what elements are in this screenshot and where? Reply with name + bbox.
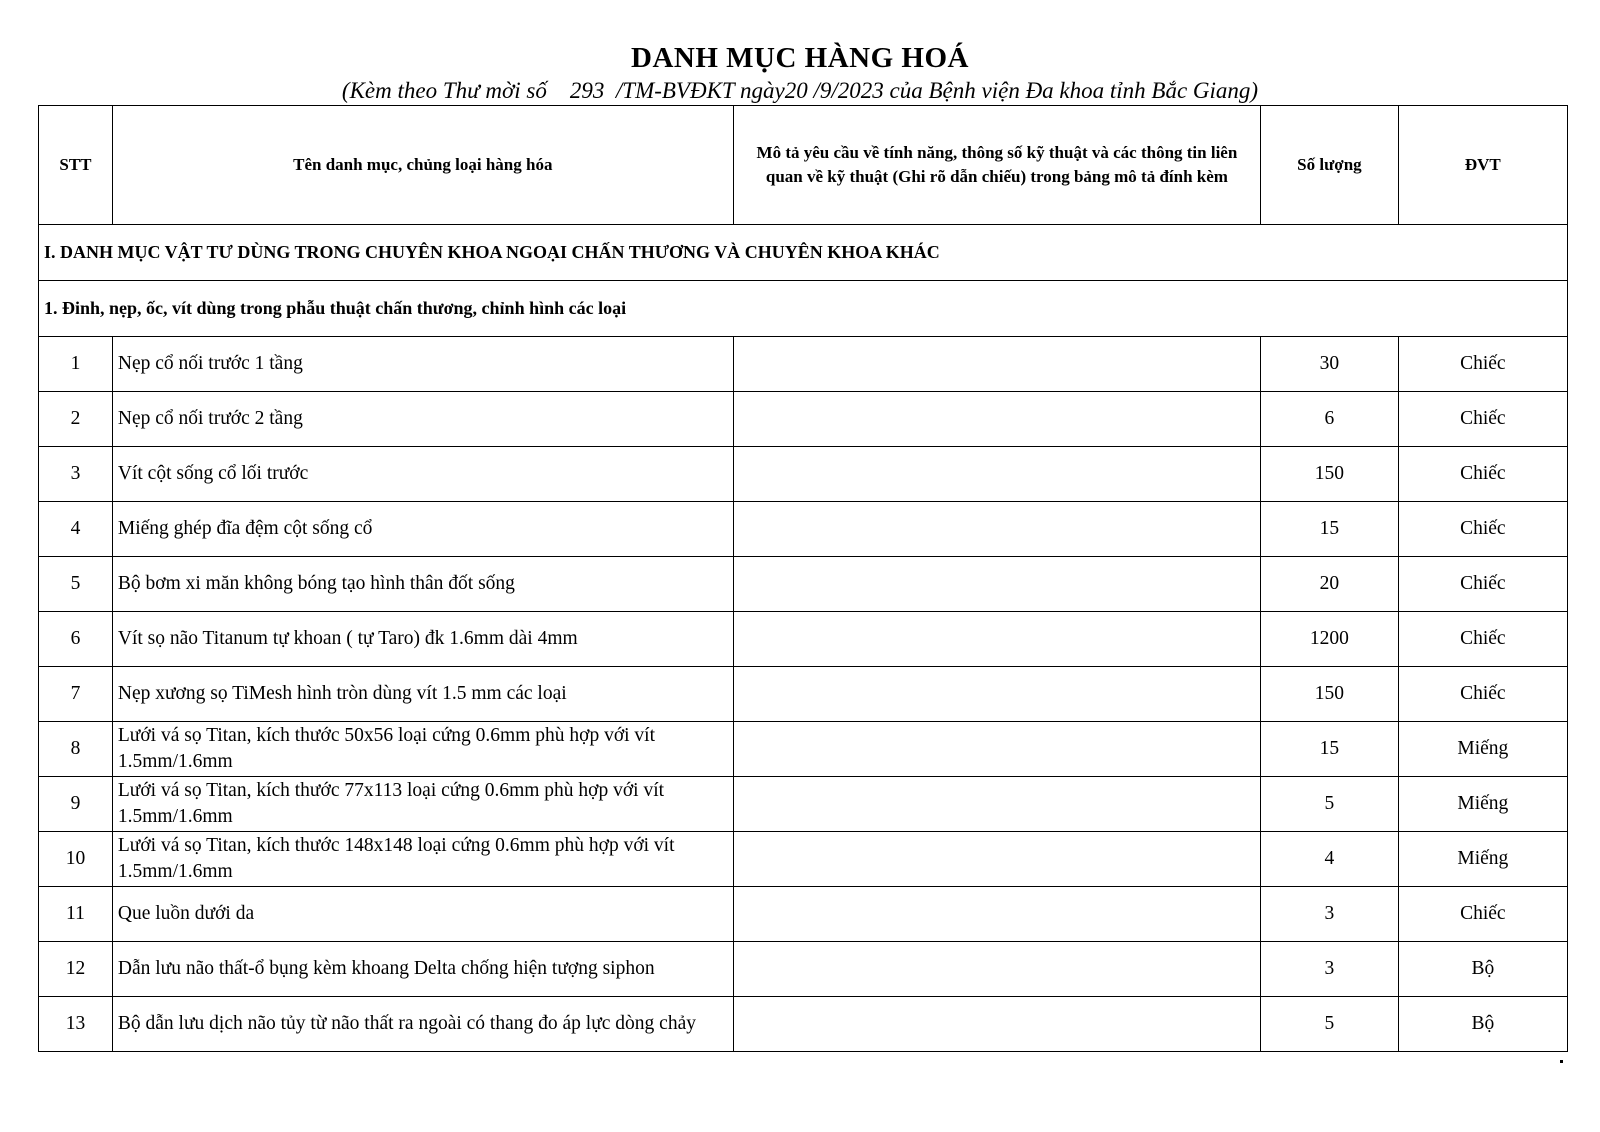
subsection-row xyxy=(39,281,1568,337)
row-name: Nẹp cổ nối trước 2 tầng xyxy=(112,392,733,447)
row-quantity: 3 xyxy=(1261,942,1399,997)
row-description xyxy=(733,832,1260,887)
row-stt: 4 xyxy=(39,502,113,557)
row-name: Bộ dẫn lưu dịch não tủy từ não thất ra ngoài có thang đo áp lực dòng chảy xyxy=(112,997,733,1052)
row-description xyxy=(733,942,1260,997)
row-quantity: 5 xyxy=(1261,997,1399,1052)
row-quantity: 150 xyxy=(1261,447,1399,502)
document-subtitle: (Kèm theo Thư mời số 293 /TM-BVĐKT ngày20 /9/2023 của Bệnh viện Đa khoa tỉnh Bắc Giang) xyxy=(341,78,1259,103)
section-title: I. DANH MỤC VẬT TƯ DÙNG TRONG CHUYÊN KHOA NGOẠI CHẤN THƯƠNG VÀ CHUYÊN KHOA KHÁC xyxy=(39,225,1568,281)
row-stt: 6 xyxy=(39,612,113,667)
row-description xyxy=(733,392,1260,447)
row-name: Nẹp cổ nối trước 1 tầng xyxy=(112,337,733,392)
row-quantity: 6 xyxy=(1261,392,1399,447)
column-header-description: Mô tả yêu cầu về tính năng, thông số kỹ thuật và các thông tin liên quan về kỹ thuật (Ghi rõ dẫn chiếu) trong bảng mô tả đính kèm xyxy=(733,106,1260,225)
row-stt: 5 xyxy=(39,557,113,612)
row-name: Dẫn lưu não thất-ổ bụng kèm khoang Delta chống hiện tượng siphon xyxy=(112,942,733,997)
table-row xyxy=(39,777,1568,832)
row-unit: Bộ xyxy=(1398,942,1567,997)
table-row xyxy=(39,942,1568,997)
row-quantity: 5 xyxy=(1261,777,1399,832)
row-description xyxy=(733,887,1260,942)
row-unit: Bộ xyxy=(1398,997,1567,1052)
document-title: DANH MỤC HÀNG HOÁ xyxy=(631,42,969,74)
row-unit: Miếng xyxy=(1398,722,1567,777)
row-unit: Chiếc xyxy=(1398,447,1567,502)
goods-table xyxy=(38,105,1568,1052)
row-name: Nẹp xương sọ TiMesh hình tròn dùng vít 1.5 mm các loại xyxy=(112,667,733,722)
row-quantity: 20 xyxy=(1261,557,1399,612)
table-row xyxy=(39,392,1568,447)
column-header-stt: STT xyxy=(39,106,113,225)
row-unit: Chiếc xyxy=(1398,887,1567,942)
row-description xyxy=(733,337,1260,392)
row-name: Lưới vá sọ Titan, kích thước 148x148 loại cứng 0.6mm phù hợp với vít 1.5mm/1.6mm xyxy=(112,832,733,887)
table-row xyxy=(39,997,1568,1052)
row-name: Vít cột sống cổ lối trước xyxy=(112,447,733,502)
row-quantity: 15 xyxy=(1261,722,1399,777)
row-quantity: 4 xyxy=(1261,832,1399,887)
table-row xyxy=(39,887,1568,942)
row-description xyxy=(733,777,1260,832)
row-unit: Chiếc xyxy=(1398,612,1567,667)
row-stt: 11 xyxy=(39,887,113,942)
table-row xyxy=(39,447,1568,502)
row-unit: Chiếc xyxy=(1398,502,1567,557)
row-description xyxy=(733,502,1260,557)
row-stt: 3 xyxy=(39,447,113,502)
table-row xyxy=(39,502,1568,557)
table-row xyxy=(39,337,1568,392)
table-row xyxy=(39,612,1568,667)
row-description xyxy=(733,667,1260,722)
row-name: Bộ bơm xi măn không bóng tạo hình thân đốt sống xyxy=(112,557,733,612)
column-header-name: Tên danh mục, chủng loại hàng hóa xyxy=(112,106,733,225)
row-stt: 8 xyxy=(39,722,113,777)
row-name: Que luồn dưới da xyxy=(112,887,733,942)
subsection-title: 1. Đinh, nẹp, ốc, vít dùng trong phẫu thuật chấn thương, chỉnh hình các loại xyxy=(39,281,1568,337)
table-row xyxy=(39,832,1568,887)
row-name: Lưới vá sọ Titan, kích thước 50x56 loại cứng 0.6mm phù hợp với vít 1.5mm/1.6mm xyxy=(112,722,733,777)
section-row xyxy=(39,225,1568,281)
row-name: Lưới vá sọ Titan, kích thước 77x113 loại cứng 0.6mm phù hợp với vít 1.5mm/1.6mm xyxy=(112,777,733,832)
row-unit: Chiếc xyxy=(1398,667,1567,722)
row-description xyxy=(733,997,1260,1052)
row-quantity: 15 xyxy=(1261,502,1399,557)
row-description xyxy=(733,557,1260,612)
row-unit: Chiếc xyxy=(1398,392,1567,447)
row-stt: 2 xyxy=(39,392,113,447)
column-header-unit: ĐVT xyxy=(1398,106,1567,225)
row-stt: 12 xyxy=(39,942,113,997)
row-stt: 10 xyxy=(39,832,113,887)
table-row xyxy=(39,557,1568,612)
row-name: Miếng ghép đĩa đệm cột sống cổ xyxy=(112,502,733,557)
row-quantity: 30 xyxy=(1261,337,1399,392)
row-stt: 1 xyxy=(39,337,113,392)
row-unit: Chiếc xyxy=(1398,557,1567,612)
column-header-quantity: Số lượng xyxy=(1261,106,1399,225)
table-row xyxy=(39,722,1568,777)
page-mark xyxy=(1560,1060,1563,1063)
row-name: Vít sọ não Titanum tự khoan ( tự Taro) đk 1.6mm dài 4mm xyxy=(112,612,733,667)
row-stt: 7 xyxy=(39,667,113,722)
row-unit: Chiếc xyxy=(1398,337,1567,392)
row-stt: 13 xyxy=(39,997,113,1052)
row-description xyxy=(733,612,1260,667)
row-unit: Miếng xyxy=(1398,832,1567,887)
table-header-row xyxy=(39,106,1568,225)
row-stt: 9 xyxy=(39,777,113,832)
row-unit: Miếng xyxy=(1398,777,1567,832)
row-quantity: 3 xyxy=(1261,887,1399,942)
row-quantity: 1200 xyxy=(1261,612,1399,667)
table-row xyxy=(39,667,1568,722)
row-quantity: 150 xyxy=(1261,667,1399,722)
row-description xyxy=(733,447,1260,502)
row-description xyxy=(733,722,1260,777)
